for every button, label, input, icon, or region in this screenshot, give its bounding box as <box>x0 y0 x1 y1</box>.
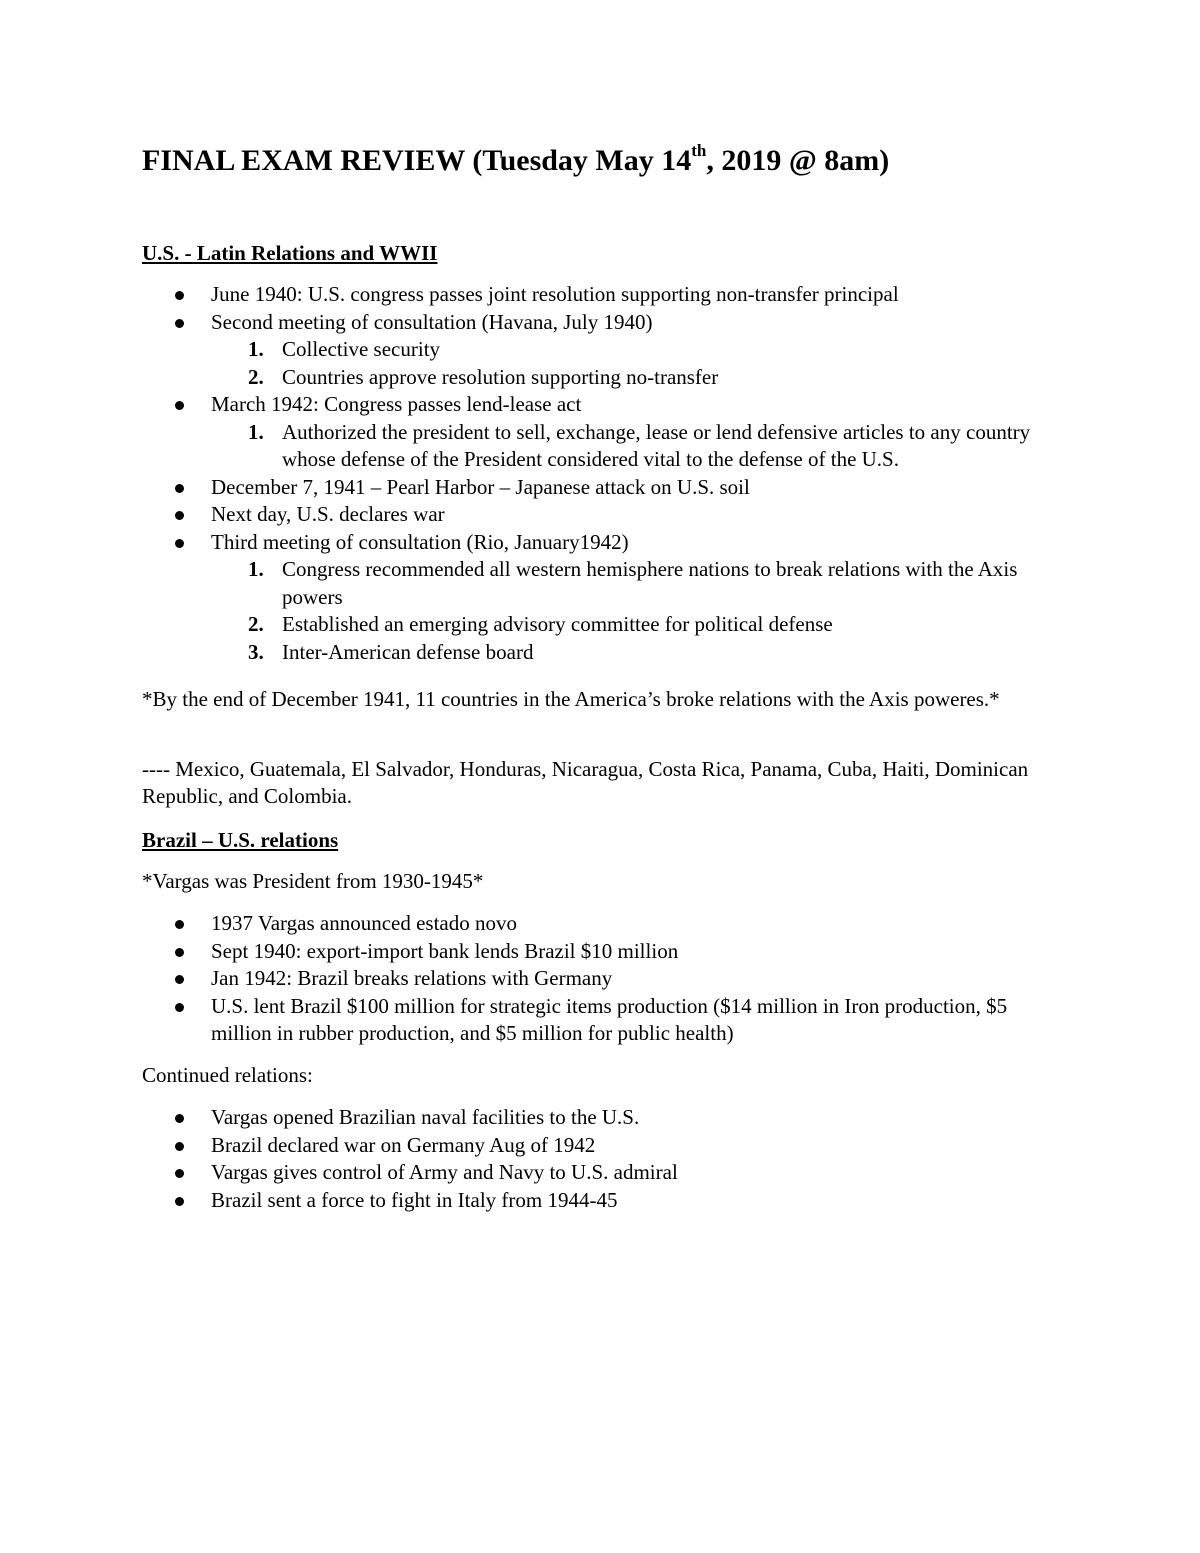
numbered-item-text: Inter-American defense board <box>282 639 534 664</box>
number-label: 1. <box>248 419 264 444</box>
list-item-text: Brazil sent a force to fight in Italy from 1944-45 <box>211 1187 618 1212</box>
number-label: 1. <box>248 337 264 361</box>
title-main: FINAL EXAM REVIEW (Tuesday May 14 <box>142 144 692 177</box>
numbered-item-text: Established an emerging advisory committee for political defense <box>282 612 833 636</box>
list-item-text: December 7, 1941 – Pearl Harbor – Japanese attack on U.S. soil <box>211 474 750 499</box>
bullet-icon <box>175 1003 184 1012</box>
numbered-item <box>0 556 1062 611</box>
section-heading-brazil-us: Brazil – U.S. relations <box>142 828 339 852</box>
bullet-icon <box>175 319 184 328</box>
bullet-icon <box>175 948 184 957</box>
list-item-text: March 1942: Congress passes lend-lease act <box>211 392 582 416</box>
list-item <box>0 474 1071 502</box>
numbered-item <box>0 419 1062 474</box>
bullet-icon <box>175 291 184 300</box>
bullet-icon <box>175 1169 184 1178</box>
list-item <box>0 1104 1071 1132</box>
list-item <box>0 993 1071 1048</box>
number-label: 2. <box>248 612 264 636</box>
bullet-icon <box>175 539 184 548</box>
list-item <box>0 391 1071 419</box>
list-item-text: Brazil declared war on Germany Aug of 1942 <box>211 1132 596 1157</box>
list-item <box>0 309 1071 337</box>
list-item-text: 1937 Vargas announced estado novo <box>211 911 517 935</box>
list-item <box>0 1159 1071 1187</box>
section-heading-us-latin: U.S. - Latin Relations and WWII <box>142 241 438 265</box>
list-item <box>0 965 1071 993</box>
list-item-text: Third meeting of consultation (Rio, January1942) <box>211 529 629 554</box>
us-latin-list <box>0 281 1071 666</box>
country-list: ---- Mexico, Guatemala, El Salvador, Honduras, Nicaragua, Costa Rica, Panama, Cuba, Haiti, Dominican Republic, and Colombia. <box>142 757 1029 808</box>
numbered-item <box>0 639 1062 667</box>
numbered-item <box>0 611 1062 639</box>
list-item-text: Sept 1940: export-import bank lends Brazil $10 million <box>211 938 679 963</box>
bullet-icon <box>175 401 184 410</box>
list-item-text: Next day, U.S. declares war <box>211 502 445 526</box>
number-label: 2. <box>248 364 264 389</box>
list-item <box>0 501 1071 529</box>
numbered-item <box>0 364 1062 392</box>
axis-break-note: *By the end of December 1941, 11 countries in the America’s broke relations with the Axis poweres.* <box>142 687 1000 711</box>
list-item-text: June 1940: U.S. congress passes joint resolution supporting non-transfer principal <box>211 282 899 306</box>
brazil-list <box>0 910 1071 1048</box>
numbered-item-text: Authorized the president to sell, exchange, lease or lend defensive articles to any country whose defense of the President considered vital to the defense of the U.S. <box>282 419 1031 471</box>
list-item <box>0 938 1071 966</box>
list-item <box>0 1132 1071 1160</box>
vargas-note: *Vargas was President from 1930-1945* <box>142 869 484 893</box>
list-item-text: Vargas gives control of Army and Navy to U.S. admiral <box>211 1160 678 1184</box>
number-label: 3. <box>248 639 264 664</box>
title-date-time: , 2019 @ 8am) <box>706 144 890 177</box>
list-item-text: U.S. lent Brazil $100 million for strategic items production ($14 million in Iron production, $5 million in rubber production, and $5 million for public health) <box>211 993 1008 1045</box>
number-label: 1. <box>248 557 264 581</box>
list-item <box>0 529 1071 557</box>
title-superscript: th <box>691 141 707 160</box>
continued-relations-label: Continued relations: <box>142 1063 313 1087</box>
list-item-text: Second meeting of consultation (Havana, July 1940) <box>211 309 653 334</box>
bullet-icon <box>175 1114 184 1123</box>
numbered-item <box>0 336 1062 364</box>
page-title <box>142 140 889 182</box>
bullet-icon <box>175 975 184 984</box>
bullet-icon <box>175 1197 184 1206</box>
list-item-text: Vargas opened Brazilian naval facilities to the U.S. <box>211 1105 640 1129</box>
list-item <box>0 1187 1071 1215</box>
bullet-icon <box>175 511 184 520</box>
list-item <box>0 281 1071 309</box>
list-item <box>0 910 1071 938</box>
numbered-item-text: Collective security <box>282 337 441 361</box>
continued-relations-list <box>0 1104 1071 1214</box>
numbered-item-text: Congress recommended all western hemisphere nations to break relations with the Axis powers <box>282 557 1018 609</box>
list-item-text: Jan 1942: Brazil breaks relations with Germany <box>211 966 613 990</box>
numbered-item-text: Countries approve resolution supporting no-transfer <box>282 364 719 389</box>
bullet-icon <box>175 484 184 493</box>
bullet-icon <box>175 920 184 929</box>
bullet-icon <box>175 1142 184 1151</box>
